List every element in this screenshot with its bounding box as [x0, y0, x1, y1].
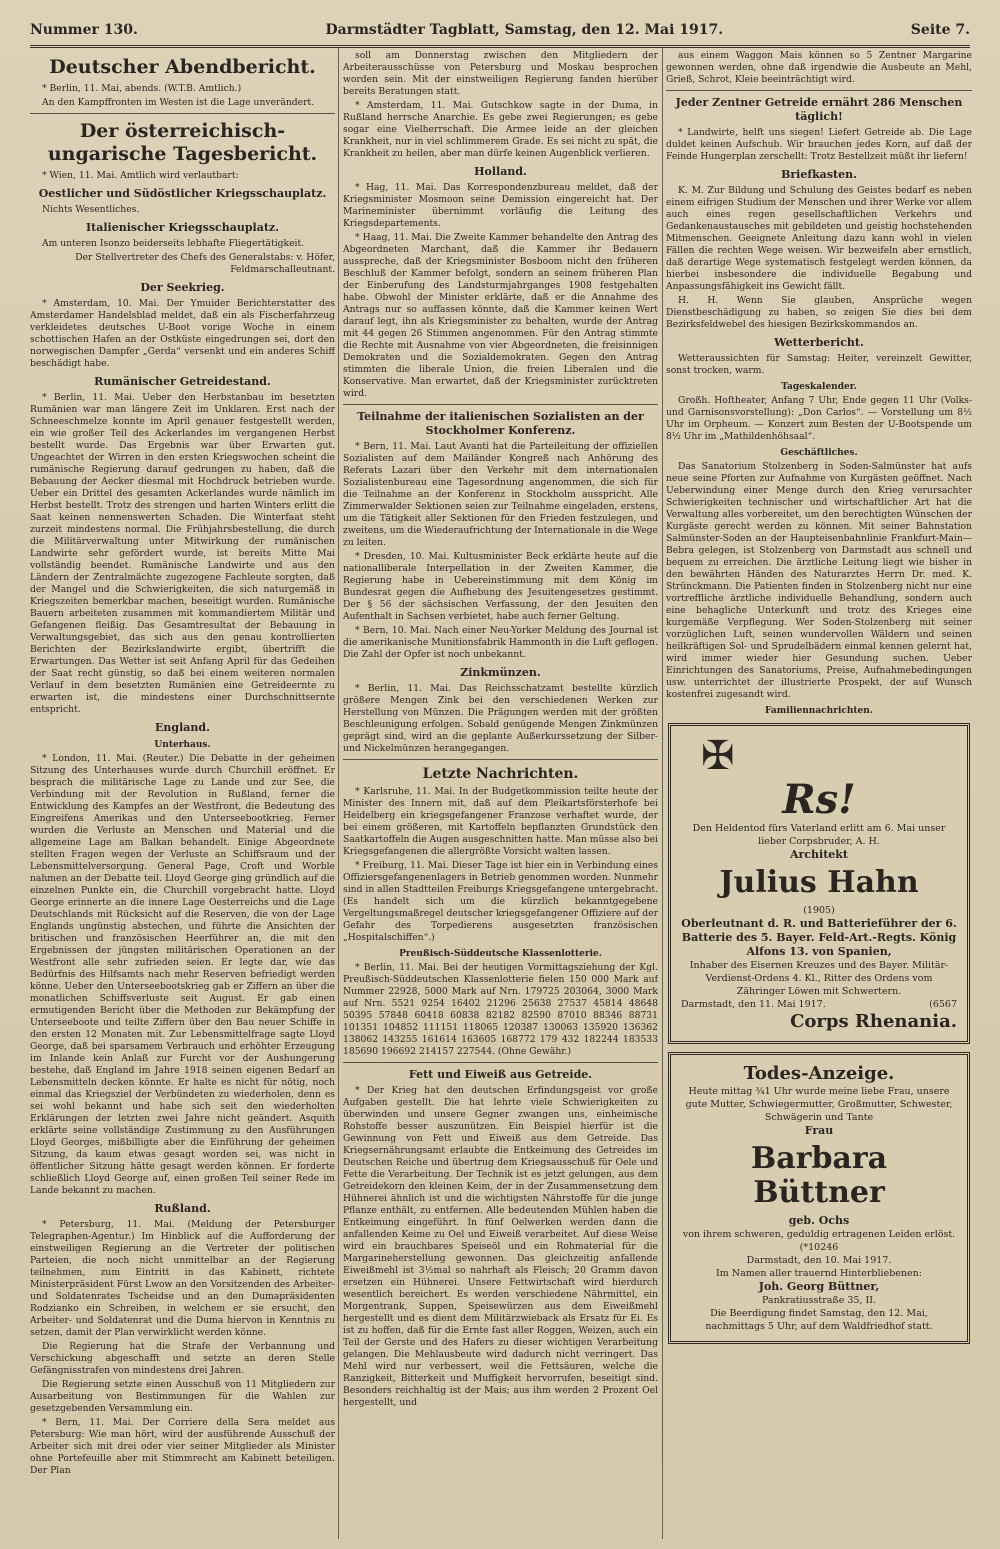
headline: Deutscher Abendbericht.	[49, 56, 316, 78]
iron-cross-icon: ✠	[701, 733, 735, 779]
subheadline: England.	[155, 721, 210, 734]
article-paragraph: * Hag, 11. Mai. Das Korrespondenzbureau meldet, daß der Kriegsminister Mosmoon seine Demission eingereicht hat. Der Marineminister übernimmt vorläufig die Leitung des Kriegsdepartements.	[343, 182, 658, 229]
ad-text: Die Beerdigung findet Samstag, den 12. Mai, nachmittags 5 Uhr, auf dem Waldfriedhof statt.	[705, 1308, 933, 1332]
signature: Der Stellvertreter des Chefs des Generalstabs: v. Höfer, Feldmarschalleutnant.	[75, 252, 335, 275]
section-rule	[343, 404, 658, 405]
ad-text: Den Heldentod fürs Vaterland erlitt am 6. Mai unser lieber Corpsbruder, A. H.	[692, 823, 946, 847]
ad-text: Inhaber des Eisernen Kreuzes und des Bayer. Militär-Verdienst-Ordens 4. Kl., Ritter des Ordens vom Zähringer Löwen mit Schwertern.	[689, 960, 949, 997]
ad-address: Pankratiusstraße 35, II.	[761, 1295, 877, 1306]
obituary-ad-hahn	[668, 723, 970, 1044]
subheadline: Familiennachrichten.	[765, 706, 873, 716]
ad-code: (6567	[929, 999, 957, 1010]
article-paragraph: * Freiburg, 11. Mai. Dieser Tage ist hier ein in Verbindung eines Offiziersgefangenenlagers in Betrieb genommen worden. Nunmehr sind in allen Stadtteilen Freiburgs Kriegsgefangene untergebracht. (Es handelt sich um die kürzlich bekanntgegebene Vergeltungsmaßregel deutscher kriegsgefangener Offiziere auf der Gefahr des Torpedierens ausgesetzten französischen „Hospitalschiffen“.)	[343, 860, 658, 943]
ad-signature: Joh. Georg Büttner,	[758, 1280, 880, 1293]
headline: Der österreichisch-ungarische Tagesbericht.	[47, 120, 318, 165]
subheadline: Tageskalender.	[781, 382, 857, 392]
deceased-name: Julius Hahn	[719, 865, 919, 900]
ad-text: Heute mittag ¾1 Uhr wurde meine liebe Frau, unsere gute Mutter, Schwiegermutter, Großmutter, Schwester, Schwägerin und Tante	[685, 1086, 953, 1123]
article-paragraph: * Berlin, 11. Mai. Ueber den Herbstanbau im besetzten Rumänien war man längere Zeit im Unklaren. Erst nach der Schneeschmelze konnte im April genauer festgestellt werden, ein wie großer Teil des Ackerlandes im vergangenen Herbst bestellt wurde. Das Ergebnis war über Erwarten gut. Ungeachtet der Wirren in den ersten Kriegswochen scheint die rumänische Regierung darauf gedrungen zu haben, daß die Bebauung der Aecker diesmal mit Hochdruck betrieben wurde. Ueber ein Drittel des gesamten Ackerlandes wurde nämlich im Herbst bestellt. Trotz des strengen und harten Winters erlitt die Saat keinen nennenswerten Schaden. Die Winterfaat steht zurzeit mindestens normal. Die Frühjahrsbestellung, die durch die Militärverwaltung unter Mitwirkung der rumänischen Landwirte sehr gefördert wurde, ist bereits Mitte Mai vollständig beendet. Rumänische Landwirte und aus den Ländern der Zentralmächte zugezogene Fachleute sorgten, daß der Mangel und die Schwierigkeiten, die sich naturgemäß in Kriegszeiten bemerkbar machen, beseitigt wurden. Rumänische Bauern arbeiteten zusammen mit kommandiertem Militär und Gefangenen fleißig. Das Gesamtresultat der Bebauung in Verwaltungsgebiet, das sich aus den genau kontrollierten Berichten der Bezirkslandwirte ergibt, übertrifft die Erwartungen. Das Wetter ist seit Anfang April für das Gedeihen der Saat recht günstig, so daß bei einem weiteren normalen Verlauf in dem besetzten Rumänien eine Getreideernte zu erwarten ist, die mindestens einer Durchschnittsernte entspricht.	[30, 392, 335, 715]
masthead-line: Darmstädter Tagblatt, Samstag, den 12. Mai 1917.	[325, 22, 724, 38]
subheadline: Unterhaus.	[154, 740, 211, 750]
subheadline: Oestlicher und Südöstlicher Kriegsschauplatz.	[38, 187, 327, 200]
article-paragraph: * London, 11. Mai. (Reuter.) Die Debatte in der geheimen Sitzung des Unterhauses wurde durch Churchill eröffnet. Er besprach die militärische Lage zu Lande und zur See, die Verbindung mit der Revolution in Rußland, ferner die Entwicklung des Kampfes an der Westfront, die Bedeutung des Eingreifens Amerikas und den Unterseebootkrieg. Ferner wurden die Verluste an Menschen und Material und die allgemeine Lage am Balkan behandelt. Einige Abgeordnete stellten Fragen wegen der Verluste an Schiffsraum und der Lebensmittelversorgung. General Page, Croft und Worble nahmen an der Debatte teil. Lloyd George ging gründlich auf die einzelnen Punkte ein, die Churchill vorgebracht hatte. Lloyd George erinnerte an die innere Lage Oesterreichs und die Lage Deutschlands mit Rücksicht auf die Reserven, die von der Lage Englands ungünstig abstechen, und führte die Ansichten der britischen und französischen Heerführer an, die mit den Ergebnissen der jüngsten militärischen Operationen an der Westfront alle sehr zufrieden seien. Er legte dar, wie das Bedürfnis des Hilfsamts nach mehr Reserven befriedigt werden könne. Ueber den Unterseebootskrieg gab er Ziffern an über die monatlichen Schiffsverluste seit August. Er gab einen ermutigenden Bericht über die Methoden zur Bekämpfung der Unterseeboote und teilte Ziffern über den Bau neuer Schiffe in den ersten 12 Monaten mit. Zur Lebensmittelfrage sagte Lloyd George, daß bei sparsamem Verbrauch und erhöhter Erzeugung im Inlande kein Anlaß zur Furcht vor der Aushungerung bestehe, daß England im Jahre 1918 seinen eigenen Bedarf an Lebensmitteln decken könnte. Er halte es nicht für nötig, noch einmal das Kriegsziel der Verbündeten zu wiederholen, denn es sei wohl bekannt und habe sich seit den wiederholten Erklärungen der letzten zwei Jahre nicht geändert. Asquith erklärte seine vollständige Zustimmung zu den Ausführungen Lloyd Georges, mißbilligte aber die Einführung der geheimen Sitzung, da kaum etwas gesagt worden sei, was nicht in öffentlicher Sitzung hätte gesagt werden können. Er forderte schließlich Lloyd George auf, einen großen Teil seiner Rede im Lande bekannt zu machen.	[30, 753, 335, 1196]
subheadline: Briefkasten.	[781, 168, 857, 181]
article-paragraph: * Karlsruhe, 11. Mai. In der Budgetkommission teilte heute der Minister des Innern mit, daß auf dem Pleikartsförsterhofe bei Heidelberg ein kriegsgefangener Franzose verhaftet wurde, der bei einem größeren, mit Kartoffeln bepflanzten Grundstück den Saatkartoffeln die Augen ausgeschnitten hatte. Man müsse also bei Kriegsgefangenen die allergrößte Vorsicht walten lassen.	[343, 786, 658, 857]
obituary-ad-buettner	[668, 1052, 970, 1344]
column-divider	[662, 48, 663, 1539]
article-paragraph: * Berlin, 11. Mai. Das Reichsschatzamt bestellte kürzlich größere Mengen Zink bei den verschiedenen Werken zur Herstellung von Münzen. Die Prägungen werden mit der größten Beschleunigung erfolgen. Sobald genügende Mengen Zinkmünzen geprägt sind, wird an die geplante Außerkurssetzung der Silber- und Nickelmünzen herangegangen.	[343, 683, 658, 754]
subheadline: Der Seekrieg.	[140, 281, 225, 294]
article-paragraph: * Landwirte, helft uns siegen! Liefert Getreide ab. Die Lage duldet keinen Aufschub. Wir brauchen jedes Korn, auf daß der Feinde Hungerplan zerschellt: Trotz Bestellzeit müßt ihr liefern!	[666, 127, 972, 162]
article-paragraph: aus einem Waggon Mais können so 5 Zentner Margarine gewonnen werden, ohne daß irgendwie die Ausbeute an Mehl, Grieß, Schrot, Kleie beeinträchtigt wird.	[666, 50, 972, 85]
article-paragraph: H. H. Wenn Sie glauben, Ansprüche wegen Dienstbeschädigung zu haben, so zeigen Sie dies bei dem Bezirksfeldwebel des hiesigen Bezirkskommandos an.	[666, 295, 972, 330]
deceased-name: Barbara Büttner	[750, 1141, 888, 1210]
issue-number: Nummer 130.	[30, 22, 138, 38]
section-rule	[30, 113, 335, 114]
ad-signature: Corps Rhenania.	[790, 1011, 957, 1032]
subheadline: Rumänischer Getreidestand.	[94, 375, 271, 388]
article-paragraph: K. M. Zur Bildung und Schulung des Geistes bedarf es neben einem eifrigen Studium der Menschen und ihrer Werke vor allem auch eines regen gesellschaftlichen Verkehrs und Gedankenaustausches mit gebildeten und geistig hochstehenden Mitmenschen. Geeignete Anleitung dazu kann wohl in vielen Fällen die rechten Wege weisen. Wir bezweifeln aber ernstlich, daß derartige Wege systematisch festgelegt werden können, da hierbei insbesondere die individuelle Begabung und Anpassungsfähigkeit ins Gewicht fällt.	[666, 185, 972, 292]
article-paragraph: Großh. Hoftheater, Anfang 7 Uhr, Ende gegen 11 Uhr (Volks- und Garnisonsvorstellung): „Don Carlos“. — Vorstellung um 8½ Uhr im Orpheum. — Konzert zum Besten der U-Bootspende um 8½ Uhr im „Mathildenhöhsaal“.	[666, 395, 972, 442]
article-paragraph: * Bern, 10. Mai. Nach einer Neu-Yorker Meldung des Journal ist die amerikanische Munitionsfabrik Hammonth in die Luft geflogen. Die Zahl der Opfer ist noch unbekannt.	[343, 625, 658, 660]
page-header	[30, 18, 970, 48]
subheadline: Zinkmünzen.	[460, 666, 541, 679]
ad-text: geb. Ochs	[788, 1214, 850, 1227]
ad-title: Todes-Anzeige.	[743, 1063, 895, 1084]
page-number: Seite 7.	[910, 22, 970, 38]
article-paragraph: * Bern, 11. Mai. Laut Avanti hat die Parteileitung der offiziellen Sozialisten auf dem Mailänder Kongreß nach Anhörung des Referats Lazari über den Verkehr mit dem internationalen Sozialistenbureau eine Tagesordnung angenommen, die sich für die Teilnahme an der Konferenz in Stockholm ausspricht. Alle Zimmerwalder Sektionen seien zur Teilnahme eingeladen, erstens, um die Tätigkeit aller Sektionen für den Frieden festzulegen, und zweitens, um die Wiederaufrichtung der Internationale in die Wege zu leiten.	[343, 441, 658, 548]
article-paragraph: * Amsterdam, 10. Mai. Der Ymuider Berichterstatter des Amsterdamer Handelsblad meldet, daß ein als Fischerfahrzeug verkleidetes deutsches U-Boot vorige Woche in einem schottischen Hafen an der Ostküste eingedrungen sei, dort den norwegischen Dampfer „Gerda“ versenkt und ein anderes Schiff beschädigt habe.	[30, 298, 335, 369]
headline: Letzte Nachrichten.	[422, 766, 579, 782]
article-paragraph: Wetteraussichten für Samstag: Heiter, vereinzelt Gewitter, sonst trocken, warm.	[666, 353, 972, 376]
article-paragraph: * Amsterdam, 11. Mai. Gutschkow sagte in der Duma, in Rußland herrsche Anarchie. Es gebe zwei Regierungen; es gebe sogar eine Vielherrschaft. Die Armee leide an der gleichen Krankheit, nur in viel schlimmerem Grade. Es sei nicht zu spät, die Krankheit zu heilen, aber man dürfe keinen Augenblick verlieren.	[343, 100, 658, 159]
ad-text: Oberleutnant d. R. und Batterieführer der 6. Batterie des 5. Bayer. Feld-Art.-Regts. König Alfons 13. von Spanien,	[681, 917, 957, 958]
subheadline: Rußland.	[154, 1202, 211, 1215]
column-3	[666, 50, 972, 1539]
subheadline: Holland.	[474, 165, 527, 178]
ad-code: (*10246	[799, 1242, 839, 1253]
subheadline: Jeder Zentner Getreide ernährt 286 Menschen täglich!	[675, 96, 963, 123]
section-rule	[666, 90, 972, 91]
subheadline: Geschäftliches.	[780, 448, 858, 458]
ad-text	[681, 1228, 957, 1254]
subheadline: Italienischer Kriegsschauplatz.	[86, 221, 279, 234]
article-paragraph: Das Sanatorium Stolzenberg in Soden-Salmünster hat aufs neue seine Pforten zur Aufnahme von Kurgästen geöffnet. Nach Ueberwindung einer Menge durch den Krieg verursachter Schwierigkeiten technischer und wirtschaftlicher Art hat die Verwaltung alles vorbereitet, um den berechtigten Wünschen der Kurgäste gerecht werden zu können. Mit seiner Bahnstation Salmünster-Soden an der Haupteisenbahnlinie Frankfurt-Main—Bebra gelegen, ist Stolzenberg von Darmstadt aus schnell und bequem zu erreichen. Die ärztliche Leitung liegt wie bisher in den bewährten Händen des Naturarztes Herrn Dr. med. K. Strünckmann. Die Patienten finden in Stolzenberg nicht nur eine vortreffliche ärztliche individuelle Behandlung, sondern auch eine behagliche Unterkunft und trotz des Krieges eine kurgemäße Verpflegung. Wer Soden-Stolzenberg mit seiner vorzüglichen Luft, seinen wundervollen Wäldern und seinen heilkräftigen Sol- und Sprudelbädern einmal kennen gelernt hat, wird immer wieder hier Gesundung suchen. Ueber Einrichtungen des Sanatoriums, Preise, Aufnahmebedingungen usw. unterrichtet der illustrierte Prospekt, der auf Wunsch kostenfrei zugesandt wird.	[666, 461, 972, 700]
subheadline: Wetterbericht.	[774, 336, 864, 349]
column-2	[343, 50, 658, 1539]
ad-text: (1905)	[803, 905, 835, 916]
subheadline: Fett und Eiweiß aus Getreide.	[408, 1068, 593, 1081]
article-paragraph: * Haag, 11. Mai. Die Zweite Kammer behandelte den Antrag des Abgeordneten Marchant, daß die Kammer ihr Bedauern ausspreche, daß der Kriegsminister Bosboom nicht den früheren Beschluß der Kammer befolgt, sondern an seinem früheren Plan der Einberufung des Landsturmjahrganges 1908 festgehalten habe. Obwohl der Minister erklärte, daß er die Annahme des Antrags nur so auffassen könnte, daß die Kammer keinen Wert darauf legt, ihn als Kriegsminister zu behalten, wurde der Antrag mit 44 gegen 26 Stimmen angenommen. Für den Antrag stimmte die Rechte mit Ausnahme von vier Abgeordneten, die freisinnigen Demokraten und die Sozialdemokraten. Gegen den Antrag stimmten die liberale Union, die freien Liberalen und die Konservative. Man erwartet, daß der Kriegsminister zurücktreten wird.	[343, 232, 658, 399]
article-paragraph: * Berlin, 11. Mai, abends. (W.T.B. Amtlich.)	[42, 83, 242, 94]
ad-text-line: von ihrem schweren, geduldig ertragenen Leiden erlöst.	[682, 1229, 956, 1240]
article-paragraph: * Wien, 11. Mai. Amtlich wird verlautbart:	[42, 170, 239, 181]
ad-text: Im Namen aller trauernd Hinterbliebenen:	[716, 1268, 922, 1279]
article-paragraph: An den Kampffronten im Westen ist die Lage unverändert.	[42, 97, 315, 108]
subheadline: Teilnahme der italienischen Sozialisten an der Stockholmer Konferenz.	[357, 410, 644, 437]
article-paragraph: Am unteren Isonzo beiderseits lebhafte Fliegertätigkeit.	[42, 238, 305, 249]
column-1	[30, 50, 335, 1539]
article-paragraph: soll am Donnerstag zwischen den Mitgliedern der Arbeiterausschüsse von Petersburg und Moskau besprochen worden sein. Mit der einstweiligen Regierung fanden hierüber bereits Beratungen statt.	[343, 50, 658, 97]
ad-text: Frau	[804, 1124, 834, 1137]
ad-date	[681, 998, 957, 1011]
article-paragraph: Die Regierung setzte einen Ausschuß von 11 Mitgliedern zur Ausarbeitung von Bestimmungen für die Wahlen zur gesetzgebenden Versammlung ein.	[30, 1379, 335, 1414]
article-paragraph: * Petersburg, 11. Mai. (Meldung der Petersburger Telegraphen-Agentur.) Im Hinblick auf die Aufforderung der einstweiligen Regierung an die Vertreter der politischen Parteien, die noch nicht unmittelbar an der Regierung teilnehmen, zum Eintritt in das Kabinett, richtete Ministerpräsident Fürst Lwow an den Vorsitzenden des Arbeiter- und Soldatenrates Tscheidse und an den Dumapräsidenten Rodzianko ein Schreiben, in welchem er sie ersucht, den Arbeiter- und Soldatenrat und die Duma hiervon in Kenntnis zu setzen, damit der Plan verwirklicht werden könne.	[30, 1219, 335, 1338]
article-paragraph: * Dresden, 10. Mai. Kultusminister Beck erklärte heute auf die nationalliberale Interpellation in der Zweiten Kammer, die Regierung habe in Uebereinstimmung mit dem König im Bundesrat gegen die Aufhebung des Jesuitengesetzes gestimmt. Der § 56 der sächsischen Verfassung, der den Jesuiten den Aufenthalt in Sachsen verbietet, habe auch ferner Geltung.	[343, 551, 658, 622]
article-paragraph: * Berlin, 11. Mai. Bei der heutigen Vormittagsziehung der Kgl. Preußisch-Süddeutschen Klassenlotterie fielen 150 000 Mark auf Nummer 22928, 5000 Mark auf Nrn. 179725 203064, 3000 Mark auf Nrn. 5521 9254 16402 21296 25638 27537 45814 48648 50395 57848 60418 60838 82182 82590 87010 88346 88731 101351 104852 111151 118065 120387 130063 135920 136362 138062 143255 161614 163605 168772 179 432 182244 183533 185690 196692 214157 227544. (Ohne Gewähr.)	[343, 962, 658, 1057]
subheadline: Preußisch-Süddeutsche Klassenlotterie.	[399, 949, 602, 959]
ad-date: Darmstadt, den 10. Mai 1917.	[746, 1255, 892, 1266]
ad-text: Architekt	[790, 848, 848, 861]
corps-mark: Rs!	[782, 776, 856, 823]
article-paragraph: Nichts Wesentliches.	[42, 204, 140, 215]
ad-date-text: Darmstadt, den 11. Mai 1917.	[681, 999, 826, 1010]
section-rule	[343, 1062, 658, 1063]
article-paragraph: Die Regierung hat die Strafe der Verbannung und Verschickung abgeschafft und setzte an deren Stelle Gefängnisstrafen von mindestens drei Jahren.	[30, 1341, 335, 1376]
article-paragraph: * Der Krieg hat den deutschen Erfindungsgeist vor große Aufgaben gestellt. Die hat lehrte viele Schwierigkeiten zu überwinden und unsere Gegner zwangen uns, einheimische Rohstoffe besser auszunützen. Ein Beispiel hierfür ist die Gewinnung von Fett und Eiweiß aus dem Getreide. Das Kriegsernährungsamt erlaubte die Entkeimung des Getreides im Deutschen Reiche und übertrug dem Kriegsausschuß für Oele und Fette die Verarbeitung. Der Technik ist es jetzt gelungen, aus dem Getreidekorn den kleinen Keim, der in der Zusammensetzung dem Hühnerei ähnlich ist und die wichtigsten Nährstoffe für die junge Pflanze enthält, zu entfernen. Alle bedeutenden Mühlen haben die Entkeimung eingeführt. In fünf Oelwerken werden dann die anfallenden Keime zu Oel und Eiweiß verarbeitet. Auf diese Weise wird ein brauchbares Speiseöl und ein Rohmaterial für die Margarineherstellung gewonnen. Das gleichzeitig anfallende Eiweißmehl ist 3½mal so nahrhaft als Fleisch; 20 Gramm davon ersetzen ein Hühnerei. Unsere Fettwirtschaft wird hierdurch wesentlich bereichert. Es werden verschiedene Nährmittel, ein Morgentrank, Suppen, Speisewürzen aus dem Eiweißmehl hergestellt und es dient dem Militärzwieback als Ersatz für Ei. Es ist zu hoffen, daß für die Ernte fast aller Roggen, Weizen, auch ein Teil der Gerste und des Hafers zu dieser wichtigen Verarbeitung gelangen. Die Mehlausbeute wird dadurch nicht verringert. Das Mehl wird nur verbessert, weil die Fettsäuren, welche die Ranzigkeit, Bitterkeit und Muffigkeit hervorrufen, beseitigt sind. Besonders reichhaltig ist der Mais; aus ihm werden 2 Prozent Oel hergestellt, und	[343, 1085, 658, 1408]
article-paragraph: * Bern, 11. Mai. Der Corriere della Sera meldet aus Petersburg: Wie man hört, wird der ausführende Ausschuß der Arbeiter sich mit drei oder vier seiner Mitglieder als Minister ohne Portefeuille aber mit Stimmrecht am Kabinett beteiligen. Der Plan	[30, 1417, 335, 1476]
column-divider	[338, 48, 339, 1539]
section-rule	[343, 759, 658, 760]
